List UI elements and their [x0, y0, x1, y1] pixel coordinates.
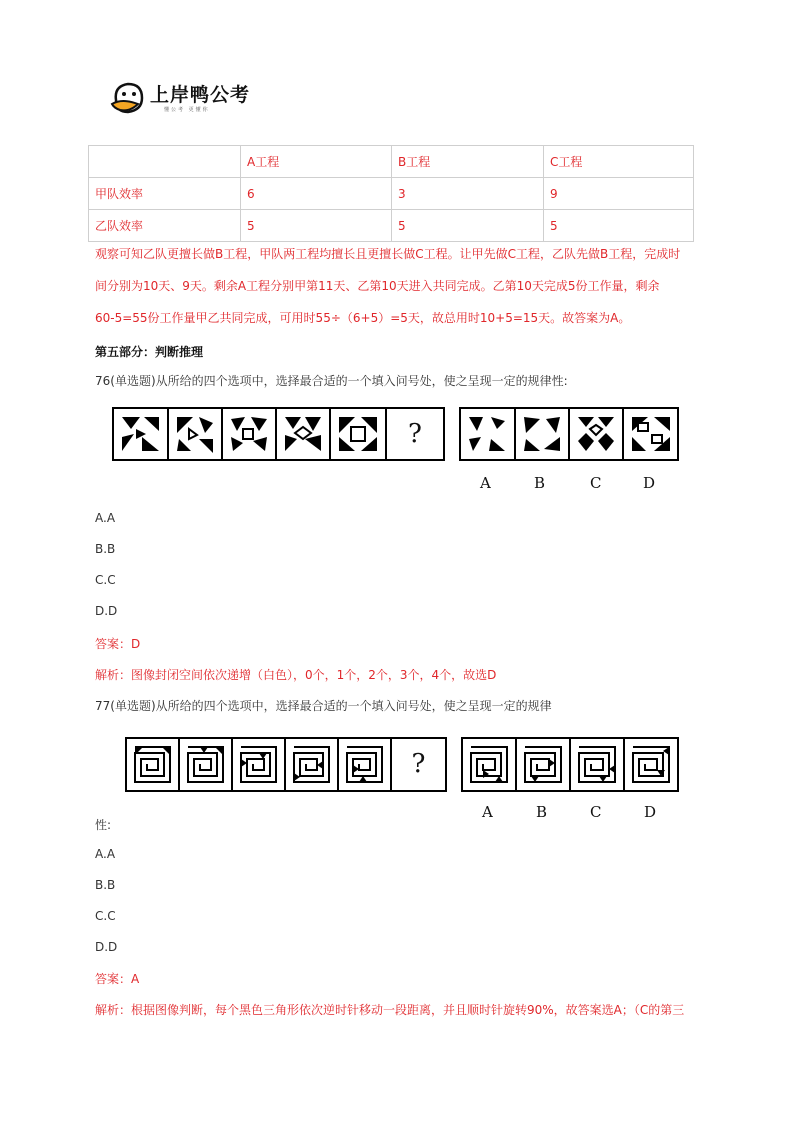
- answer-choice[interactable]: B.B: [95, 542, 116, 556]
- brand-logo: [108, 78, 258, 120]
- spiral-figure: [127, 739, 178, 790]
- explanation-line: 间分别为10天、9天。剩余A工程分别甲第11天、乙第10天进入共同完成。乙第10天完成5份工作量，剩余: [95, 279, 660, 293]
- table-cell: 9: [544, 178, 694, 210]
- q76-question-strip: [112, 407, 445, 461]
- table-cell: C工程: [544, 146, 694, 178]
- analysis-text: 解析：根据图像判断，每个黑色三角形依次逆时针移动一段距离，并且顺时针旋转90%，故答案选A；（C的第三: [95, 1003, 685, 1017]
- spiral-figure: [286, 739, 337, 790]
- pattern-figure: [570, 409, 622, 459]
- option-figure-d[interactable]: [622, 407, 679, 461]
- answer-choice[interactable]: C.C: [95, 573, 116, 587]
- table-header-row: [89, 146, 694, 178]
- spiral-figure: [339, 739, 390, 790]
- spiral-figure: [517, 739, 569, 790]
- figure-cell: [125, 737, 180, 792]
- figure-cell: [231, 737, 286, 792]
- option-figure-a[interactable]: [461, 737, 517, 792]
- option-label: C: [590, 803, 602, 821]
- question-stem: 76(单选题)从所给的四个选项中，选择最合适的一个填入问号处，使之呈现一定的规律性:: [95, 374, 568, 388]
- spiral-figure: [625, 739, 677, 790]
- table-row: [89, 178, 694, 210]
- table-cell: A工程: [241, 146, 392, 178]
- option-label: D: [643, 474, 656, 492]
- option-figure-b[interactable]: [515, 737, 571, 792]
- table-cell: 乙队效率: [89, 210, 241, 242]
- option-figure-b[interactable]: [514, 407, 570, 461]
- figure-cell: [178, 737, 233, 792]
- pattern-figure: [223, 409, 275, 459]
- option-label: D: [644, 803, 657, 821]
- spiral-figure: [571, 739, 623, 790]
- pattern-figure: [516, 409, 568, 459]
- option-label: A: [482, 803, 493, 821]
- table-cell: 5: [544, 210, 694, 242]
- question-stem-tail: 性:: [95, 818, 112, 832]
- figure-cell: [275, 407, 331, 461]
- figure-cell: [337, 737, 392, 792]
- figure-cell: [221, 407, 277, 461]
- answer-text: 答案：D: [95, 637, 141, 651]
- option-label: C: [590, 474, 602, 492]
- figure-cell: [167, 407, 223, 461]
- pattern-figure: [624, 409, 677, 459]
- q77-question-strip: [125, 737, 447, 792]
- duck-icon: [108, 78, 148, 118]
- question-mark: ?: [408, 419, 422, 449]
- logo-slogan: 懂公考 更懂你: [164, 107, 210, 113]
- table-row: [89, 210, 694, 242]
- table-cell: [89, 146, 241, 178]
- figure-cell: [112, 407, 169, 461]
- pattern-figure: [114, 409, 167, 459]
- q76-options-strip: [459, 407, 679, 461]
- pattern-figure: [331, 409, 385, 459]
- analysis-text: 解析：图像封闭空间依次递增（白色），0个，1个，2个，3个，4个，故选D: [95, 668, 497, 682]
- answer-choice[interactable]: D.D: [95, 940, 118, 954]
- question-mark-cell: [390, 737, 447, 792]
- option-label: B: [534, 474, 546, 492]
- question-mark-cell: [385, 407, 445, 461]
- answer-text: 答案：A: [95, 972, 140, 986]
- question-mark: ?: [411, 749, 426, 779]
- option-figure-a[interactable]: [459, 407, 516, 461]
- pattern-figure: [277, 409, 329, 459]
- answer-choice[interactable]: C.C: [95, 909, 116, 923]
- q77-options-strip: [461, 737, 679, 792]
- table-cell: 甲队效率: [89, 178, 241, 210]
- table-cell: B工程: [392, 146, 544, 178]
- option-figure-d[interactable]: [623, 737, 679, 792]
- logo-title: 上岸鸭公考: [150, 84, 251, 106]
- answer-choice[interactable]: A.A: [95, 847, 116, 861]
- option-label: B: [536, 803, 548, 821]
- section-title: 第五部分：判断推理: [95, 345, 204, 359]
- spiral-figure: [233, 739, 284, 790]
- explanation-line: 60-5=55份工作量甲乙共同完成，可用时55÷（6+5）=5天，故总用时10+5=15天。故答案为A。: [95, 311, 631, 325]
- table-cell: 5: [241, 210, 392, 242]
- spiral-figure: [463, 739, 515, 790]
- option-label: A: [480, 474, 491, 492]
- table-cell: 5: [392, 210, 544, 242]
- answer-choice[interactable]: B.B: [95, 878, 116, 892]
- option-figure-c[interactable]: [569, 737, 625, 792]
- explanation-line: 观察可知乙队更擅长做B工程，甲队两工程均擅长且更擅长做C工程。让甲先做C工程，乙队先做B工程，完成时: [95, 247, 681, 261]
- answer-choice[interactable]: D.D: [95, 604, 118, 618]
- pattern-figure: [169, 409, 221, 459]
- figure-cell: [329, 407, 387, 461]
- table-cell: 6: [241, 178, 392, 210]
- spiral-figure: [180, 739, 231, 790]
- efficiency-table: [88, 145, 694, 242]
- answer-choice[interactable]: A.A: [95, 511, 116, 525]
- pattern-figure: [461, 409, 514, 459]
- question-stem: 77(单选题)从所给的四个选项中，选择最合适的一个填入问号处，使之呈现一定的规律: [95, 699, 552, 713]
- option-figure-c[interactable]: [568, 407, 624, 461]
- figure-cell: [284, 737, 339, 792]
- table-cell: 3: [392, 178, 544, 210]
